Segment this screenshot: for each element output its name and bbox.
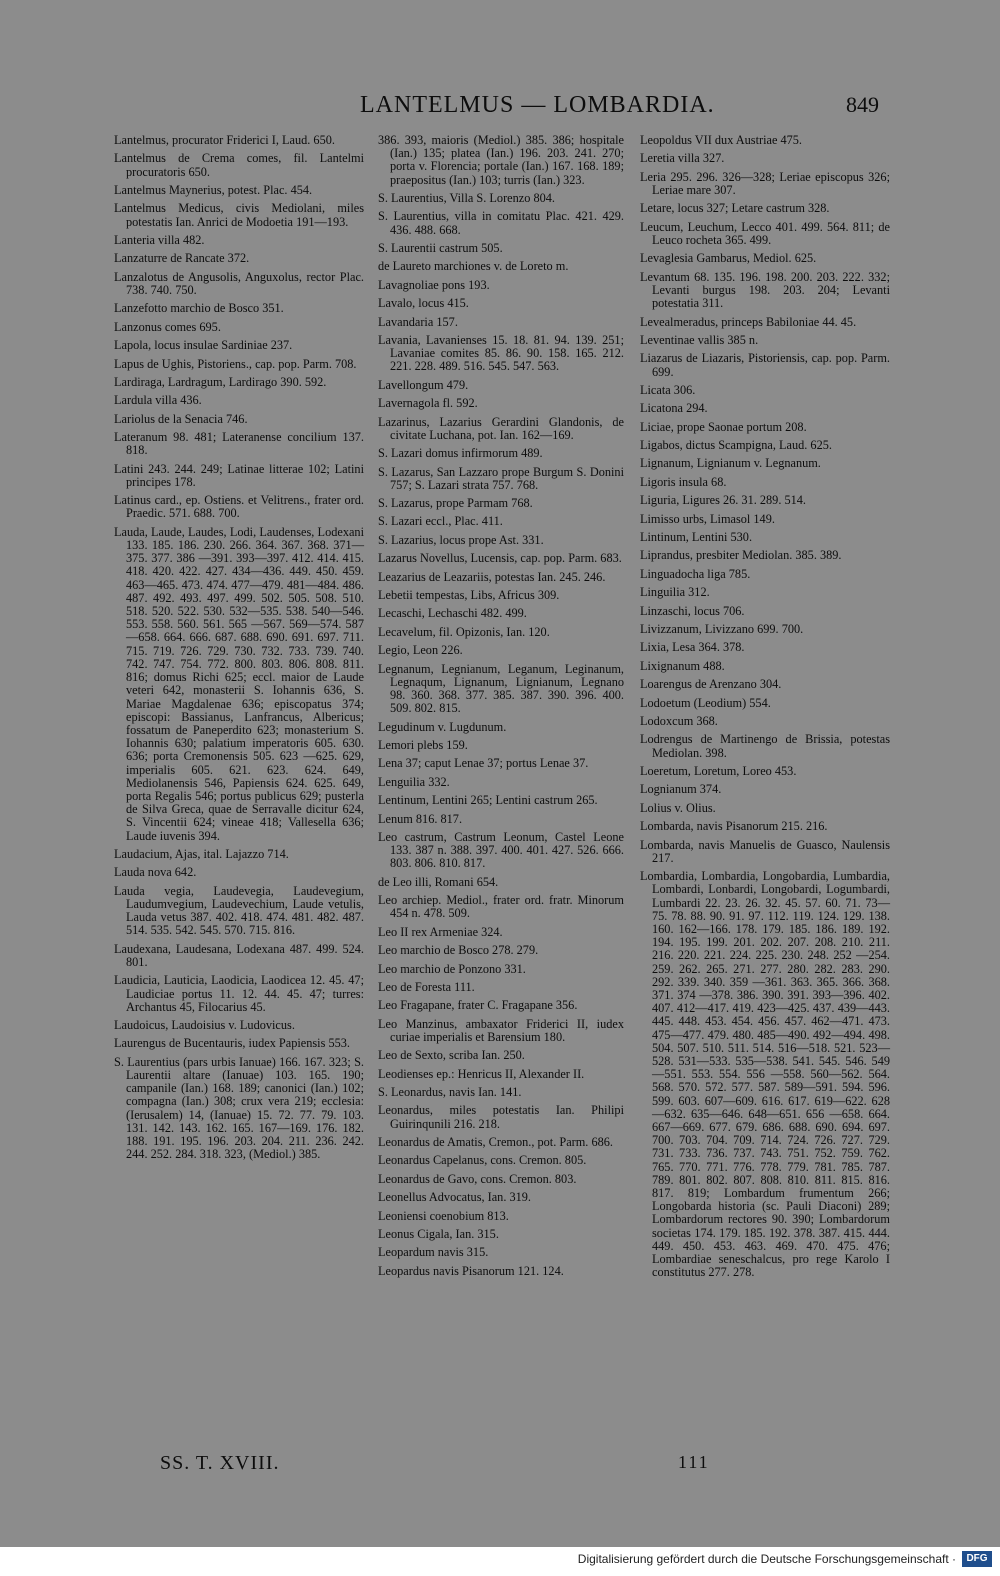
index-entry: Lanzalotus de Angusolis, Anguxolus, rector Plac. 738. 740. 750. (114, 269, 364, 297)
index-entry: S. Laurentius, villa in comitatu Plac. 421. 429. 436. 488. 668. (378, 209, 624, 237)
index-entry: Liazarus de Liazaris, Pistoriensis, cap. pop. Parm. 699. (640, 351, 890, 379)
dfg-logo-icon: DFG (962, 1551, 992, 1567)
index-entry: Lantelmus Maynerius, potest. Plac. 454. (114, 182, 313, 197)
index-entry: Leonardus, miles potestatis Ian. Philipi Guirinqunili 216. 218. (378, 1103, 624, 1131)
index-entry: S. Lazarus, prope Parmam 768. (378, 496, 533, 511)
index-entry: Legio, Leon 226. (378, 643, 463, 658)
index-entry: Lariolus de la Senacia 746. (114, 411, 248, 426)
index-entry: Limisso urbs, Limasol 149. (640, 511, 775, 526)
index-entry: Leo castrum, Castrum Leonum, Castel Leone 133. 387 n. 388. 397. 400. 401. 427. 526. 666. 803. 806. 810. 817. (378, 829, 624, 871)
index-entry: Latini 243. 244. 249; Latinae litterae 102; Latini principes 178. (114, 461, 364, 489)
index-entry: Lavernagola fl. 592. (378, 396, 478, 411)
index-entry: Lanteria villa 482. (114, 232, 205, 247)
index-entry: Lateranum 98. 481; Lateranense concilium 137. 818. (114, 430, 364, 458)
index-entry: Lavandaria 157. (378, 314, 458, 329)
index-entry: Leonus Cigala, Ian. 315. (378, 1227, 499, 1241)
index-entry: Leo archiep. Mediol., frater ord. fratr. Minorum 454 n. 478. 509. (378, 893, 624, 921)
index-entry: Ligabos, dictus Scampigna, Laud. 625. (640, 438, 832, 453)
index-entry: Lixignanum 488. (640, 658, 725, 673)
index-entry: Latinus card., ep. Ostiens. et Velitrens., frater ord. Praedic. 571. 688. 700. (114, 493, 364, 521)
index-entry: Lanzaturre de Rancate 372. (114, 251, 250, 266)
index-entry: Laurengus de Bucentauris, iudex Papiensis 553. (114, 1036, 350, 1051)
gathering-mark: 111 (678, 1452, 710, 1472)
index-entry: Leventinae vallis 385 n. (640, 332, 759, 347)
index-entry: Lazarus Novellus, Lucensis, cap. pop. Parm. 683. (378, 551, 622, 566)
index-entry: S. Lazarus, San Lazzaro prope Burgum S. Donini 757; S. Lazari strata 757. 768. (378, 464, 624, 492)
index-entry: Leo de Foresta 111. (378, 979, 475, 994)
index-entry: Lecaschi, Lechaschi 482. 499. (378, 606, 527, 621)
index-entry: Legnanum, Legnianum, Leganum, Leginanum, Legnaqum, Lignanum, Lignianum, Legnano 98. 360. 368. 377. 385. 387. 390. 396. 400. 509. 802. 815. (378, 661, 624, 716)
index-entry: Lena 37; caput Lenae 37; portus Lenae 37. (378, 756, 589, 771)
index-entry: Liciae, prope Saonae portum 208. (640, 419, 807, 434)
index-entry: Ligoris insula 68. (640, 474, 727, 489)
index-entry: Leazarius de Leazariis, potestas Ian. 245. 246. (378, 569, 606, 584)
index-entry: Levantum 68. 135. 196. 198. 200. 203. 222. 332; Levanti burgus 198. 203. 204; Levanti potestatia 311. (640, 269, 890, 311)
index-entry: Levealmeradus, princeps Babiloniae 44. 45. (640, 314, 857, 329)
index-entry: Lignanum, Lignianum v. Legnanum. (640, 456, 821, 471)
index-entry: Laudicia, Lauticia, Laodicia, Laodicea 12. 45. 47; Laudiciae portus 11. 12. 44. 45. 47; turres: Archantus 45, Filocarius 45. (114, 973, 364, 1014)
index-entry: Leonardus de Gavo, cons. Cremon. 803. (378, 1171, 577, 1186)
index-entry: Lognianum 374. (640, 782, 722, 797)
index-entry: Legudinum v. Lugdunum. (378, 719, 507, 734)
index-entry: Liguria, Ligures 26. 31. 289. 514. (640, 493, 806, 508)
index-entry: Leo Manzinus, ambaxator Friderici II, iudex curiae imperialis et Barensium 180. (378, 1016, 624, 1044)
index-entry: Leo de Sexto, scriba Ian. 250. (378, 1048, 525, 1063)
index-entry: Leonardus de Amatis, Cremon., pot. Parm. 686. (378, 1135, 613, 1150)
index-entry: S. Lazari domus infirmorum 489. (378, 446, 543, 461)
index-entry: Lenguilia 332. (378, 774, 450, 789)
index-entry: Liprandus, presbiter Mediolan. 385. 389. (640, 548, 842, 563)
index-entry: Lanzefotto marchio de Bosco 351. (114, 301, 284, 316)
index-entry: Lombardia, Lombardia, Longobardia, Lumbardia, Lombardi, Lonbardi, Longobardi, Logumbardi, Lumbardi 22. 23. 26. 32. 45. 57. 60. 71. 73—75. 78. 88. 90. 91. 97. 112. 119. 124. 129. 138. 160. 162—166. 178. 179. 185. 186. 189. 192. 194. 195. 199. 201. 202. 207. 208. 210. 211. 216. 220. 221. 224. 225. 230. 248. 252 —254. 259. 262. 265. 271. 277. 280. 282. 283. 290. 292. 339. 340. 359 —361. 363. 365. 366. 368. 371. 374 —378. 386. 390. 391. 393—396. 402. 407. 412—417. 419. 423—425. 437. 439—443. 445. 448. 453. 454. 456. 457. 462—471. 473. 475—477. 479. 480. 485—490. 492—494. 498. 504. 507. 510. 511. 514. 516—518. 521. 523—528. 531—533. 535—538. 541. 545. 546. 549—551. 553. 554. 556 —558. 560—562. 564. 568. 570. 572. 577. 587. 589—591. 594. 596. 599. 603. 607—609. 616. 617. 619—622. 628—632. 635—646. 648—651. 656 —658. 664. 667—669. 677. 679. 686. 688. 690. 694. 697. 700. 703. 704. 709. 714. 724. 726. 727. 729. 731. 733. 736. 737. 743. 751. 752. 759. 762. 765. 770. 771. 776. 778. 779. 781. 785. 787. 789. 801. 802. 807. 808. 810. 811. 815. 816. 817. 819; Lombardum frumentum 266; Longobarda historia (sc. Pauli Diaconi) 289; Lombardorum rectores 90. 390; Lombardorum societas 174. 179. 185. 192. 378. 387. 415. 444. 449. 450. 453. 463. 469. 470. 475. 476; Lombardiae seneschalcus, pro rege Karolo I constitutus 277. 278. (640, 869, 890, 1280)
index-entry: Lebetii tempestas, Libs, Africus 309. (378, 588, 560, 603)
index-entry: Lantelmus de Crema comes, fil. Lantelmi procuratoris 650. (114, 151, 364, 179)
index-entry: Lardula villa 436. (114, 393, 202, 408)
index-entry: 386. 393, maioris (Mediol.) 385. 386; hospitale (Ian.) 135; platea (Ian.) 196. 203. 241. 270; porta v. Florencia; portale (Ian.) 167. 168. 189; praepositus (Ian.) 103; turris (Ian.) 323. (378, 133, 624, 187)
index-entry: Lixia, Lesa 364. 378. (640, 640, 745, 655)
index-entry: Linzaschi, locus 706. (640, 603, 745, 618)
index-entry: de Leo illi, Romani 654. (378, 874, 499, 889)
index-entry: Leo II rex Armeniae 324. (378, 924, 503, 939)
index-entry: Lodrengus de Martinengo de Brissia, potestas Mediolan. 398. (640, 732, 890, 760)
index-entry: Leo marchio de Bosco 278. 279. (378, 943, 539, 958)
index-entry: Laudexana, Laudesana, Lodexana 487. 499. 524. 801. (114, 941, 364, 969)
index-entry: Lemori plebs 159. (378, 738, 468, 752)
index-entry: Lauda vegia, Laudevegia, Laudevegium, Laudumvegium, Laudevechium, Laude vetulis, Lauda vetus 387. 402. 418. 474. 481. 482. 487. 514. 535. 542. 545. 570. 715. 816. (114, 883, 364, 938)
index-entry: Lantelmus, procurator Friderici I, Laud. 650. (114, 133, 335, 147)
index-entry: Lecavelum, fil. Opizonis, Ian. 120. (378, 624, 550, 639)
index-entry: Leucum, Leuchum, Lecco 401. 499. 564. 811; de Leuco rocheta 365. 499. (640, 219, 890, 247)
index-entry: S. Lazarius, locus prope Ast. 331. (378, 532, 544, 547)
index-entry: Leretia villa 327. (640, 151, 725, 166)
index-entry: Linguadocha liga 785. (640, 566, 751, 581)
signature-mark: SS. T. XVIII. (160, 1452, 280, 1474)
index-entry: Leo marchio de Ponzono 331. (378, 961, 526, 976)
index-entry: Lodoxcum 368. (640, 713, 718, 728)
index-entry: Lantelmus Medicus, civis Mediolani, miles potestatis Ian. Anrici de Modoetia 191—193. (114, 201, 364, 229)
index-entry: Levaglesia Gambarus, Mediol. 625. (640, 251, 817, 266)
index-entry: Lanzonus comes 695. (114, 319, 221, 334)
index-entry: Leopardum navis 315. (378, 1245, 489, 1260)
index-entry: Livizzanum, Livizzano 699. 700. (640, 622, 804, 636)
index-entry: Licatona 294. (640, 401, 708, 416)
index-entry: Lombarda, navis Manuelis de Guasco, Naulensis 217. (640, 837, 890, 865)
page-number: 849 (846, 92, 879, 117)
index-entry: Lombarda, navis Pisanorum 215. 216. (640, 819, 828, 834)
index-entry: Leodienses ep.: Henricus II, Alexander II. (378, 1066, 585, 1081)
index-entry: Lolius v. Olius. (640, 800, 716, 815)
index-entry: Lavalo, locus 415. (378, 296, 469, 311)
index-entry: Leopoldus VII dux Austriae 475. (640, 133, 803, 147)
index-column-left (114, 134, 364, 1167)
index-entry: S. Leonardus, navis Ian. 141. (378, 1085, 522, 1100)
index-entry: Lapus de Ughis, Pistoriens., cap. pop. Parm. 708. (114, 356, 357, 371)
index-entry: Lavellongum 479. (378, 377, 469, 392)
index-entry: Leo Fragapane, frater C. Fragapane 356. (378, 998, 578, 1013)
index-entry: Leopardus navis Pisanorum 121. 124. (378, 1263, 564, 1278)
index-entry: Leonellus Advocatus, Ian. 319. (378, 1190, 531, 1205)
index-entry: Lavania, Lavanienses 15. 18. 81. 94. 139. 251; Lavaniae comites 85. 86. 90. 158. 165. 212. 221. 228. 489. 516. 545. 547. 563. (378, 332, 624, 374)
index-entry: Leria 295. 296. 326—328; Leriae episcopus 326; Leriae mare 307. (640, 169, 890, 197)
index-entry: Linguilia 312. (640, 585, 710, 600)
digitization-credit: Digitalisierung gefördert durch die Deutsche Forschungsgemeinschaft · (577, 1552, 956, 1566)
running-header: LANTELMUS — LOMBARDIA. (360, 92, 715, 118)
index-entry: Lenum 816. 817. (378, 811, 463, 826)
index-entry: Lauda, Laude, Laudes, Lodi, Laudenses, Lodexani 133. 185. 186. 230. 266. 364. 367. 368. 371—375. 377. 386 —391. 393—397. 412. 414. 415. 418. 420. 422. 427. 434—436. 449. 450. 459. 463—465. 473. 474. 477—479. 481—484. 486. 487. 492. 493. 497. 499. 502. 505. 508. 510. 518. 520. 522. 530. 532—535. 538. 540—546. 553. 558. 560. 561. 565 —567. 569—574. 587—658. 664. 666. 687. 688. 690. 691. 697. 711. 715. 719. 726. 729. 730. 732. 733. 739. 740. 742. 747. 754. 772. 800. 803. 806. 808. 811. 816; domus Richi 625; eccl. maior de Laude veteri 642, monasterii S. Iohannis 636, S. Mariae Magdalenae 636; episcopatus 374; episcopi: Bassianus, Lanfrancus, Albericus; fossatum de Paneperdito 623; monasterium S. Iohannis 630; palatium imperatoris 605. 630. 636; porta Cremonensis 505. 623 —625. 629, imperialis 605. 621. 623. 624. 649, Mediolanensis 546, Papiensis 624. 625. 649, porta Regalis 546; portus publicus 629; pusterla de Silva Greca, quae de Serravalle dicitur 624, S. Vincentii 624; vineae 418; Vallesella 636; Laude iuvenis 394. (114, 524, 364, 843)
index-entry: Lapola, locus insulae Sardiniae 237. (114, 338, 293, 353)
index-entry: Loeretum, Loretum, Loreo 453. (640, 763, 797, 778)
index-column-middle (378, 134, 624, 1283)
index-entry: Lodoetum (Leodium) 554. (640, 695, 771, 710)
index-entry: de Laureto marchiones v. de Loreto m. (378, 259, 569, 274)
index-entry: S. Laurentius, Villa S. Lorenzo 804. (378, 191, 555, 205)
index-entry: Laudoicus, Laudoisius v. Ludovicus. (114, 1018, 295, 1033)
index-entry: Leoniensi coenobium 813. (378, 1208, 509, 1223)
index-entry: Licata 306. (640, 382, 696, 397)
index-entry: S. Laurentii castrum 505. (378, 240, 503, 255)
index-entry: Loarengus de Arenzano 304. (640, 677, 782, 692)
index-entry: Leonardus Capelanus, cons. Cremon. 805. (378, 1153, 587, 1168)
index-column-right (640, 134, 890, 1285)
index-entry: Lazarinus, Lazarius Gerardini Glandonis, de civitate Luchana, pot. Ian. 162—169. (378, 414, 624, 442)
index-entry: S. Laurentius (pars urbis Ianuae) 166. 167. 323; S. Laurentii altare (Ianuae) 103. 165. 190; campanile (Ian.) 168. 189; canonici (Ian.) 102; compagna (Ian.) 308; crux vera 219; ecclesia: (Ierusalem) 14, (Ianuae) 15. 72. 77. 79. 103. 131. 142. 143. 162. 165. 167—169. 176. 182. 188. 191. 195. 196. 203. 204. 211. 236. 242. 244. 252. 284. 318. 323, (Mediol.) 385. (114, 1054, 364, 1162)
index-entry: Laudacium, Ajas, ital. Lajazzo 714. (114, 846, 289, 861)
index-entry: S. Lazari eccl., Plac. 411. (378, 514, 503, 529)
index-entry: Lentinum, Lentini 265; Lentini castrum 265. (378, 793, 598, 808)
index-entry: Lauda nova 642. (114, 865, 197, 880)
index-entry: Letare, locus 327; Letare castrum 328. (640, 201, 830, 216)
index-entry: Lintinum, Lentini 530. (640, 530, 753, 545)
index-entry: Lavagnoliae pons 193. (378, 277, 490, 292)
index-entry: Lardiraga, Lardragum, Lardirago 390. 592. (114, 374, 327, 389)
